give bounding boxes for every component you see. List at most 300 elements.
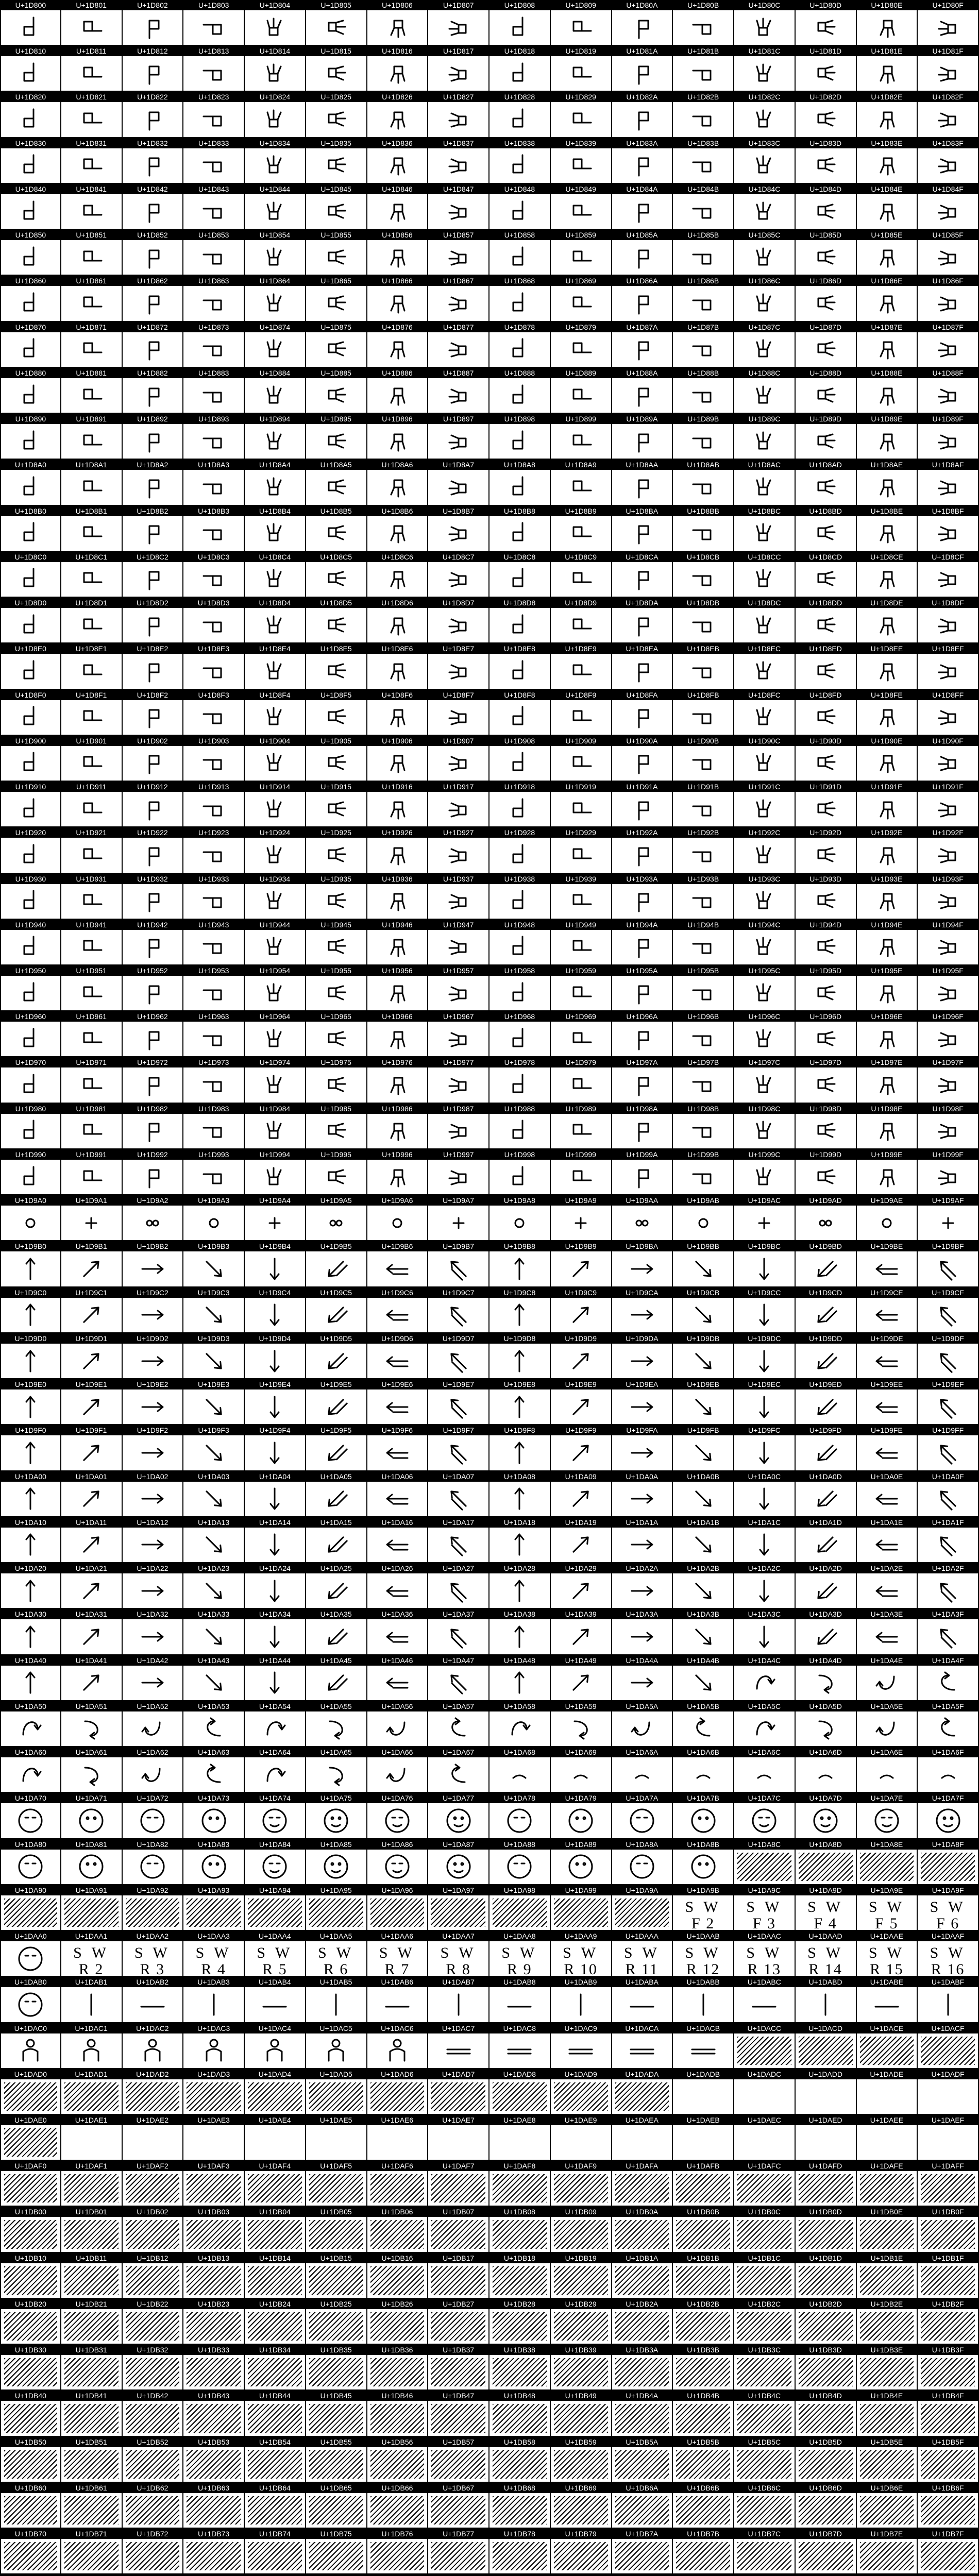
- hand-icon: [490, 240, 550, 275]
- code-point-label: U+1DA57: [428, 1701, 488, 1711]
- hand-icon: [551, 194, 611, 229]
- code-cell: [428, 2529, 490, 2574]
- code-cell: [918, 2529, 979, 2574]
- code-cell: [734, 2391, 796, 2436]
- code-cell: [551, 782, 612, 827]
- fill-modifier-glyph: [857, 1895, 917, 1930]
- contact-icon: [183, 1206, 244, 1240]
- hand-icon: [322, 933, 350, 961]
- hand-icon: [872, 657, 901, 686]
- hand-icon: [490, 838, 550, 872]
- code-cell: [918, 2483, 979, 2529]
- code-point-label: U+1D87A: [612, 322, 672, 332]
- code-cell: [734, 1517, 796, 1563]
- code-point-label: U+1DA46: [367, 1655, 428, 1666]
- code-cell: [306, 2345, 367, 2391]
- code-cell: [612, 2483, 673, 2529]
- code-point-label: U+1D860: [1, 276, 60, 286]
- code-point-label: U+1D84F: [918, 184, 978, 194]
- rotation-modifier-glyph: [367, 1941, 428, 1976]
- code-point-label: U+1D882: [123, 368, 183, 378]
- code-point-label: U+1DB2B: [673, 2299, 733, 2309]
- arrow-icon: [260, 1347, 289, 1376]
- rotation-modifier: [872, 2128, 901, 2157]
- code-cell: [612, 690, 673, 736]
- code-cell: [490, 1747, 551, 1793]
- face-icon: [260, 1806, 289, 1835]
- hand-icon: [689, 657, 718, 686]
- code-cell: [61, 1011, 123, 1057]
- code-point-label: U+1D88D: [796, 368, 856, 378]
- code-cell: [61, 2345, 123, 2391]
- hand-icon: [872, 795, 901, 824]
- arrow-icon: [306, 1251, 366, 1286]
- code-cell: [0, 598, 61, 643]
- code-point-label: U+1D8F9: [551, 690, 611, 700]
- arrow-icon: [750, 1255, 779, 1283]
- code-point-label: U+1DADA: [612, 2069, 672, 2079]
- code-point-label: U+1D81C: [734, 46, 795, 56]
- hand-icon: [444, 13, 473, 42]
- hand-icon: [183, 102, 244, 137]
- arrow-icon: [444, 1622, 473, 1651]
- code-point-label: U+1DA72: [123, 1793, 183, 1803]
- code-cell: [123, 1379, 184, 1425]
- unassigned-hatch: [615, 2312, 669, 2341]
- hand-icon: [1, 746, 60, 781]
- unassigned-hatch: [860, 2174, 914, 2202]
- motion-curve-icon: [551, 1711, 611, 1746]
- code-cell: [61, 2253, 123, 2299]
- body-line-icon: [796, 1987, 856, 2022]
- hand-icon: [428, 562, 488, 597]
- hand-icon: [857, 1022, 917, 1056]
- chart-row: [0, 276, 979, 321]
- code-point-label: U+1D95E: [857, 965, 917, 976]
- code-point-label: U+1D8CE: [857, 552, 917, 562]
- hand-icon: [612, 1160, 672, 1194]
- hand-icon: [490, 930, 550, 964]
- code-cell: [673, 552, 734, 598]
- hand-icon: [260, 13, 289, 42]
- unassigned-hatch: [493, 2542, 547, 2570]
- code-cell: [183, 1609, 245, 1655]
- code-point-label: U+1D8DE: [857, 598, 917, 608]
- rotation-modifier: [628, 2128, 656, 2157]
- arrow-icon: [934, 1438, 963, 1467]
- hand-icon: [138, 197, 167, 226]
- chart-row: [0, 1931, 979, 1977]
- hand-icon: [628, 565, 656, 594]
- motion-curve-icon: [566, 1714, 595, 1743]
- code-cell: [612, 1149, 673, 1195]
- hand-icon: [934, 13, 963, 42]
- chart-row: [0, 2483, 979, 2529]
- code-cell: [918, 2069, 979, 2115]
- hand-icon: [199, 749, 228, 777]
- code-point-label: U+1D9BE: [857, 1241, 917, 1251]
- arrow-icon: [367, 1298, 428, 1332]
- arrow-icon: [796, 1389, 856, 1424]
- hand-icon: [612, 470, 672, 504]
- code-point-label: U+1DAAA: [612, 1931, 672, 1941]
- hand-icon: [612, 10, 672, 45]
- code-point-label: U+1D84B: [673, 184, 733, 194]
- code-cell: [490, 1517, 551, 1563]
- code-cell: [490, 1655, 551, 1701]
- limb-line-icon: [673, 2033, 733, 2068]
- code-point-label: U+1D9E8: [490, 1379, 550, 1389]
- code-point-label: U+1D958: [490, 965, 550, 976]
- code-cell: [490, 92, 551, 138]
- body-line-icon: [77, 1990, 106, 2019]
- code-point-label: U+1D833: [183, 138, 244, 148]
- hand-icon: [734, 1160, 795, 1194]
- code-point-label: U+1DB0F: [918, 2207, 978, 2217]
- code-cell: [428, 782, 490, 827]
- arrow-icon: [612, 1344, 672, 1378]
- hand-icon: [77, 887, 106, 916]
- code-point-label: U+1DB01: [61, 2207, 122, 2217]
- code-cell: [123, 736, 184, 782]
- code-point-label: U+1D8A1: [61, 460, 122, 470]
- code-cell: [490, 2345, 551, 2391]
- arrow-icon: [490, 1619, 550, 1654]
- code-point-label: U+1D808: [490, 0, 550, 10]
- unassigned-hatch: [309, 2174, 363, 2202]
- code-point-label: U+1DA97: [428, 1885, 488, 1895]
- unassigned-hatch: [921, 2496, 975, 2524]
- code-point-label: U+1DA9A: [612, 1885, 672, 1895]
- hand-icon: [123, 884, 183, 919]
- code-cell: [796, 414, 857, 460]
- unassigned-hatch: [4, 2496, 57, 2524]
- code-point-label: U+1D8E4: [245, 643, 305, 654]
- hand-icon: [428, 1067, 488, 1102]
- hand-icon: [551, 976, 611, 1010]
- code-cell: [61, 230, 123, 276]
- hand-icon: [77, 1163, 106, 1192]
- hand-icon: [383, 151, 412, 180]
- arrow-icon: [77, 1484, 106, 1513]
- code-point-label: U+1DA85: [306, 1839, 366, 1850]
- arrow-icon: [428, 1573, 488, 1608]
- code-cell: [551, 2023, 612, 2069]
- code-point-label: U+1D84E: [857, 184, 917, 194]
- code-point-label: U+1DB40: [1, 2391, 60, 2401]
- code-cell: [306, 1839, 367, 1885]
- hand-icon: [689, 841, 718, 870]
- arrow-icon: [16, 1622, 45, 1651]
- code-point-label: U+1D9BC: [734, 1241, 795, 1251]
- hand-icon: [1, 10, 60, 45]
- code-point-label: U+1DAFA: [612, 2161, 672, 2171]
- code-point-label: U+1D8A9: [551, 460, 611, 470]
- hand-icon: [689, 933, 718, 961]
- code-cell: [490, 46, 551, 92]
- hand-icon: [444, 1071, 473, 1099]
- code-cell: [428, 506, 490, 552]
- arrow-icon: [505, 1484, 534, 1513]
- fill-modifier: [811, 2082, 840, 2111]
- code-cell: [490, 2161, 551, 2207]
- unassigned-hatch: [4, 2404, 57, 2432]
- chart-row: [0, 1287, 979, 1333]
- code-point-label: U+1DAE9: [551, 2115, 611, 2125]
- code-point-label: U+1D974: [245, 1057, 305, 1067]
- code-cell: [857, 1057, 918, 1103]
- code-cell: [734, 1609, 796, 1655]
- code-cell: [918, 2391, 979, 2436]
- code-cell: [551, 2529, 612, 2574]
- code-point-label: U+1DB7B: [673, 2529, 733, 2539]
- code-cell: [612, 368, 673, 414]
- body-line-icon: [628, 1990, 656, 2019]
- code-point-label: U+1DAAE: [857, 1931, 917, 1941]
- hand-icon: [199, 151, 228, 180]
- hand-icon: [138, 565, 167, 594]
- code-cell: [123, 827, 184, 873]
- code-point-label: U+1DB7E: [857, 2529, 917, 2539]
- code-cell: [61, 690, 123, 736]
- code-point-label: U+1D927: [428, 827, 488, 838]
- code-point-label: U+1D81B: [673, 46, 733, 56]
- code-point-label: U+1D802: [123, 0, 183, 10]
- code-cell: [796, 1011, 857, 1057]
- hand-icon: [628, 197, 656, 226]
- code-cell: [796, 920, 857, 965]
- code-cell: [61, 2161, 123, 2207]
- hand-icon: [1, 148, 60, 183]
- code-point-label: U+1DA52: [123, 1701, 183, 1711]
- code-cell: [796, 1104, 857, 1149]
- hand-icon: [383, 427, 412, 456]
- code-point-label: U+1D89E: [857, 414, 917, 424]
- code-point-label: U+1DA56: [367, 1701, 428, 1711]
- code-cell: [490, 138, 551, 184]
- code-cell: [551, 2161, 612, 2207]
- arrow-icon: [383, 1300, 412, 1329]
- code-cell: [367, 1609, 429, 1655]
- code-cell: [306, 2299, 367, 2345]
- code-cell: [183, 2345, 245, 2391]
- arrow-icon: [918, 1482, 978, 1516]
- code-point-label: U+1D818: [490, 46, 550, 56]
- code-cell: [734, 414, 796, 460]
- code-cell: [490, 2115, 551, 2161]
- chart-row: [0, 827, 979, 873]
- body-line-icon: [245, 1987, 305, 2022]
- arrow-icon: [1, 1619, 60, 1654]
- code-cell: [551, 92, 612, 138]
- hand-icon: [322, 1163, 350, 1192]
- hand-icon: [612, 792, 672, 826]
- code-point-label: U+1D8CB: [673, 552, 733, 562]
- code-cell: [796, 2207, 857, 2252]
- code-point-label: U+1D906: [367, 736, 428, 746]
- code-cell: [183, 1425, 245, 1471]
- hand-icon: [383, 13, 412, 42]
- hand-icon: [1, 1160, 60, 1194]
- hand-icon: [183, 1067, 244, 1102]
- hand-icon: [734, 976, 795, 1010]
- code-point-label: U+1D952: [123, 965, 183, 976]
- code-point-label: U+1D806: [367, 0, 428, 10]
- hand-icon: [934, 1071, 963, 1099]
- code-cell: [857, 1793, 918, 1839]
- code-point-label: U+1D871: [61, 322, 122, 332]
- code-point-label: U+1DAC8: [490, 2023, 550, 2033]
- hand-icon: [734, 654, 795, 688]
- hand-icon: [918, 884, 978, 919]
- code-cell: [123, 1471, 184, 1517]
- hand-icon: [138, 13, 167, 42]
- code-point-label: U+1DAA3: [183, 1931, 244, 1941]
- code-cell: [551, 920, 612, 965]
- code-point-label: U+1D87C: [734, 322, 795, 332]
- code-point-label: U+1D991: [61, 1149, 122, 1160]
- code-point-label: U+1D97F: [918, 1057, 978, 1067]
- code-cell: [306, 1931, 367, 1977]
- motion-curve-icon: [16, 1760, 45, 1789]
- code-point-label: U+1D92D: [796, 827, 856, 838]
- rotation-modifier-glyph: [612, 1941, 672, 1976]
- unassigned-hatch: [431, 2404, 485, 2432]
- arrow-icon: [199, 1668, 228, 1697]
- code-point-label: U+1DA24: [245, 1563, 305, 1573]
- contact-icon: [61, 1206, 122, 1240]
- code-cell: [183, 0, 245, 46]
- hand-icon: [872, 703, 901, 732]
- hand-icon: [123, 424, 183, 459]
- code-point-label: U+1DA5D: [796, 1701, 856, 1711]
- unassigned-hatch: [615, 2358, 669, 2386]
- arrow-icon: [628, 1484, 656, 1513]
- code-point-label: U+1D9F6: [367, 1425, 428, 1435]
- code-cell: [367, 1517, 429, 1563]
- hand-icon: [505, 611, 534, 640]
- hand-icon: [566, 197, 595, 226]
- code-cell: [857, 2161, 918, 2207]
- code-cell: [0, 1379, 61, 1425]
- unassigned-hatch: [431, 2542, 485, 2570]
- code-point-label: U+1DAB0: [1, 1977, 60, 1987]
- hand-icon: [444, 933, 473, 961]
- code-cell: [428, 965, 490, 1011]
- hand-icon: [61, 746, 122, 781]
- hand-icon: [490, 10, 550, 45]
- hand-icon: [183, 194, 244, 229]
- code-cell: [367, 598, 429, 643]
- code-point-label: U+1DB0E: [857, 2207, 917, 2217]
- unassigned-hatch: [493, 2174, 547, 2202]
- code-cell: [428, 92, 490, 138]
- code-cell: [673, 1241, 734, 1287]
- hand-icon: [918, 470, 978, 504]
- code-point-label: U+1DA04: [245, 1471, 305, 1482]
- code-cell: [123, 414, 184, 460]
- code-point-label: U+1D852: [123, 230, 183, 240]
- code-cell: [306, 1287, 367, 1333]
- hand-icon: [490, 102, 550, 137]
- hand-icon: [689, 1116, 718, 1145]
- code-point-label: U+1D9FA: [612, 1425, 672, 1435]
- motion-curve-icon: [428, 1757, 488, 1792]
- code-cell: [0, 2483, 61, 2529]
- code-cell: [61, 1333, 123, 1379]
- code-cell: [183, 1287, 245, 1333]
- hand-icon: [811, 611, 840, 640]
- face-icon: [1, 1987, 60, 2022]
- face-icon: [551, 1850, 611, 1884]
- hand-icon: [734, 240, 795, 275]
- hand-icon: [322, 979, 350, 1008]
- code-cell: [0, 552, 61, 598]
- arrow-icon: [612, 1251, 672, 1286]
- unassigned-hatch: [737, 2542, 791, 2570]
- code-cell: [857, 2253, 918, 2299]
- fill-modifier-glyph: [673, 1895, 733, 1930]
- hand-icon: [367, 654, 428, 688]
- hand-icon: [612, 1114, 672, 1148]
- arrow-icon: [918, 1435, 978, 1470]
- code-cell: [367, 874, 429, 920]
- code-point-label: U+1D9DC: [734, 1333, 795, 1344]
- arrow-icon: [796, 1344, 856, 1378]
- code-cell: [183, 2207, 245, 2252]
- hand-icon: [505, 197, 534, 226]
- code-cell: [551, 2115, 612, 2161]
- code-point-label: U+1D8FC: [734, 690, 795, 700]
- hand-icon: [61, 976, 122, 1010]
- hand-icon: [444, 289, 473, 318]
- unassigned-hatch: [676, 2174, 730, 2202]
- code-point-label: U+1D853: [183, 230, 244, 240]
- code-cell: [612, 1793, 673, 1839]
- hand-icon: [673, 976, 733, 1010]
- body-line-icon: [934, 1990, 963, 2019]
- code-point-label: U+1DAE1: [61, 2115, 122, 2125]
- code-point-label: U+1D8EC: [734, 643, 795, 654]
- hand-icon: [934, 151, 963, 180]
- hand-icon: [383, 289, 412, 318]
- code-point-label: U+1DB07: [428, 2207, 488, 2217]
- code-point-label: U+1D863: [183, 276, 244, 286]
- code-cell: [551, 690, 612, 736]
- code-point-label: U+1D98C: [734, 1104, 795, 1114]
- code-point-label: U+1DAB5: [306, 1977, 366, 1987]
- hand-icon: [750, 841, 779, 870]
- code-cell: [551, 1333, 612, 1379]
- code-point-label: U+1DB28: [490, 2299, 550, 2309]
- unassigned-hatch: [921, 1853, 975, 1881]
- code-cell: [612, 965, 673, 1011]
- hand-icon: [551, 378, 611, 413]
- code-cell: [673, 2253, 734, 2299]
- contact-icon: [444, 1209, 473, 1238]
- code-point-label: U+1D8A2: [123, 460, 183, 470]
- code-cell: [612, 1104, 673, 1149]
- motion-curve-icon: [872, 1714, 901, 1743]
- hand-icon: [306, 378, 366, 413]
- hand-icon: [245, 102, 305, 137]
- code-cell: [183, 1747, 245, 1793]
- hand-icon: [490, 654, 550, 688]
- hand-icon: [750, 427, 779, 456]
- hand-icon: [673, 1067, 733, 1102]
- code-point-label: U+1DAB3: [183, 1977, 244, 1987]
- hand-icon: [16, 887, 45, 916]
